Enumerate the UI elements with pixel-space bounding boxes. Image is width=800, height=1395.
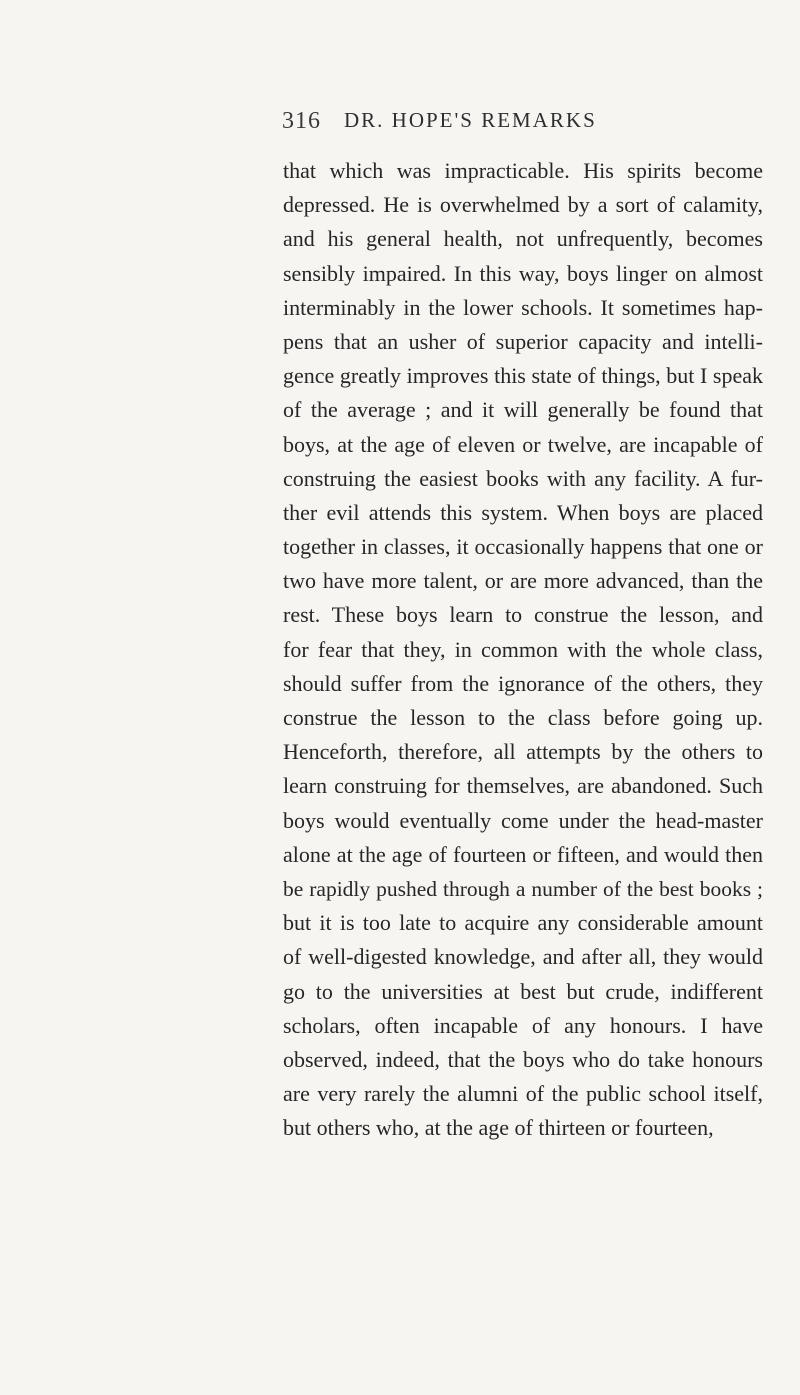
text-line: depressed. He is overwhelmed by a sort of calamity, [283, 192, 763, 218]
text-line: sensibly impaired. In this way, boys linger on almost [283, 260, 763, 286]
text-line: of the average ; and it will generally be found that [283, 397, 763, 423]
text-line: interminably in the lower schools. It sometimes hap- [283, 294, 763, 320]
text-line: boys would eventually come under the head-master [283, 807, 763, 833]
text-line: boys, at the age of eleven or twelve, are incapable of [283, 431, 763, 457]
text-line: pens that an usher of superior capacity and intelli- [283, 328, 763, 354]
text-line: that which was impracticable. His spirits become [283, 158, 763, 183]
text-line: two have more talent, or are more advanced, than the [283, 568, 763, 594]
text-line: together in classes, it occasionally happens that one or [283, 534, 763, 560]
body-text [283, 154, 763, 1145]
text-line: are very rarely the alumni of the public school itself, [283, 1081, 763, 1107]
text-line: gence greatly improves this state of things, but I speak [283, 363, 763, 389]
text-line: Henceforth, therefore, all attempts by the others to [283, 739, 763, 765]
text-line: construing the easiest books with any facility. A fur- [283, 465, 763, 491]
text-line: of well-digested knowledge, and after all, they would [283, 944, 763, 970]
text-line: but it is too late to acquire any considerable amount [283, 910, 763, 936]
page-number: 316 [282, 108, 321, 134]
text-line: for fear that they, in common with the whole class, [283, 636, 763, 662]
text-line: construe the lesson to the class before going up. [283, 705, 763, 730]
text-line: be rapidly pushed through a number of the best books ; [283, 876, 763, 901]
text-line: learn construing for themselves, are abandoned. Such [283, 773, 763, 799]
text-line: rest. These boys learn to construe the lesson, and [283, 602, 763, 628]
text-line: alone at the age of fourteen or fifteen, and would then [283, 841, 763, 867]
text-line: should suffer from the ignorance of the others, they [283, 670, 763, 696]
running-head-title: DR. HOPE'S REMARKS [344, 108, 597, 132]
running-head [282, 108, 752, 138]
text-line: scholars, often incapable of any honours. I have [283, 1012, 763, 1038]
text-line: observed, indeed, that the boys who do take honours [283, 1046, 763, 1072]
text-line: go to the universities at best but crude, indifferent [283, 978, 763, 1004]
text-line: and his general health, not unfrequently, becomes [283, 226, 763, 252]
text-line: ther evil attends this system. When boys are placed [283, 499, 763, 525]
text-line: but others who, at the age of thirteen or fourteen, [283, 1115, 714, 1141]
